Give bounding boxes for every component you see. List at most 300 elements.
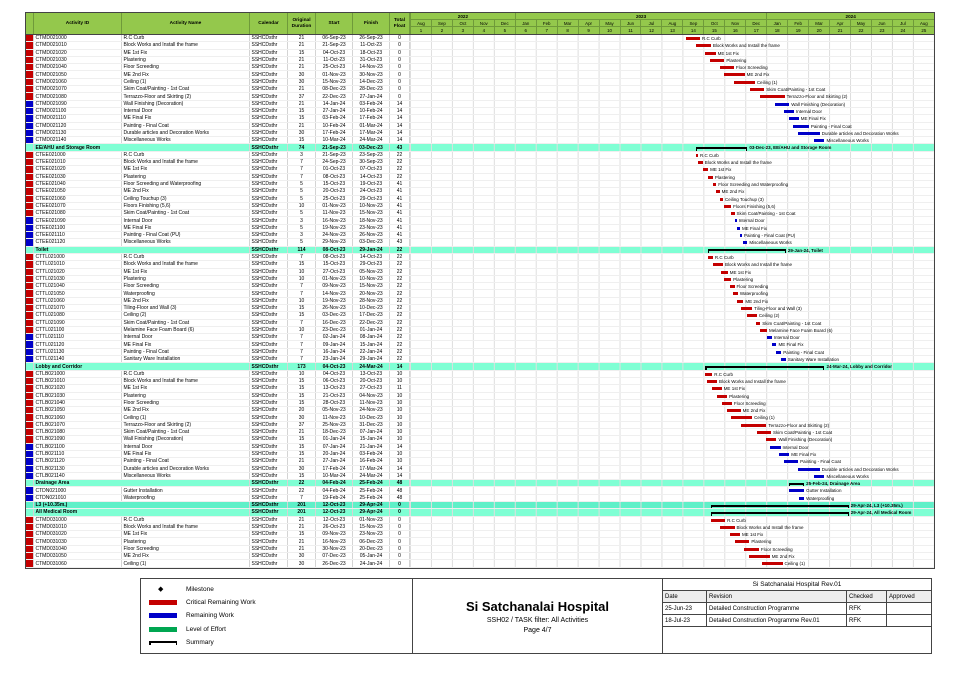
start-cell: 06-Oct-23: [316, 378, 353, 384]
bar-label: Skim Coat/Painting - 1st Coat: [762, 320, 822, 326]
duration-cell: 21: [288, 64, 316, 70]
summary-row: [26, 509, 934, 516]
activity-name-cell: Wall Finishing (Decoration): [122, 436, 250, 442]
bar-label: Floors Finishing (5,6): [733, 203, 776, 209]
group-name-cell: EE/AHU and Storage Room: [34, 144, 250, 150]
bar-label: Plastering: [714, 174, 735, 180]
total-float-cell: 10: [390, 458, 410, 464]
calendar-cell: SSHCDsthr: [250, 385, 288, 391]
finish-cell: 06-Dec-23: [353, 538, 390, 544]
total-float-cell: 41: [390, 217, 410, 223]
row-color-chip: [26, 480, 34, 486]
finish-cell: 10-Dec-23: [353, 414, 390, 420]
duration-cell: 21: [288, 546, 316, 552]
column-header-dur: Original Duration: [288, 13, 316, 34]
bar-label: R.C Curb: [702, 36, 721, 41]
gantt-cell: [410, 553, 934, 559]
activity-name-cell: Skim Coat/Painting - 1st Coat: [122, 86, 250, 92]
gantt-cell: [410, 531, 934, 537]
table-row: [26, 196, 934, 203]
activity-name-cell: Internal Door: [122, 108, 250, 114]
start-cell: 09-Nov-23: [316, 283, 353, 289]
gantt-cell: [410, 444, 934, 450]
finish-cell: 22-Jan-24: [353, 349, 390, 355]
calendar-cell: SSHCDsthr: [250, 254, 288, 260]
gantt-cell: [410, 35, 934, 41]
table-row: [26, 166, 934, 173]
gantt-cell: [410, 487, 934, 493]
total-float-cell: 48: [390, 487, 410, 493]
row-color-chip: [26, 422, 34, 428]
task-bar: [724, 278, 731, 281]
task-bar: [713, 183, 716, 186]
gantt-cell: [410, 312, 934, 318]
activity-id-cell: CTTL021100: [34, 327, 122, 333]
bar-label: Terrazzo-Floor and Skirting (2): [768, 422, 830, 428]
timescale-month-label: Apr: [578, 20, 599, 26]
table-row: [26, 101, 934, 108]
task-bar: [744, 548, 759, 551]
row-color-chip: [26, 349, 34, 355]
finish-cell: 24-Mar-24: [353, 363, 390, 369]
gantt-cell: [410, 290, 934, 296]
start-cell: 05-Nov-23: [316, 407, 353, 413]
gantt-cell: [410, 502, 934, 508]
row-color-chip: [26, 71, 34, 77]
duration-cell: 114: [288, 247, 316, 253]
duration-cell: 15: [288, 473, 316, 479]
activity-name-cell: Miscellaneous Works: [122, 239, 250, 245]
legend-label: Level of Effort: [186, 625, 226, 633]
bar-label: Plastering: [751, 539, 772, 545]
duration-cell: 37: [288, 93, 316, 99]
summary-bar: [705, 366, 824, 368]
task-bar: [707, 380, 717, 383]
row-color-chip: [26, 159, 34, 165]
calendar-cell: SSHCDsthr: [250, 298, 288, 304]
start-cell: 04-Oct-23: [316, 371, 353, 377]
bar-label: Block Works and Install the frame: [725, 262, 792, 268]
legend-summary-bar: [149, 639, 177, 645]
duration-cell: 15: [288, 312, 316, 318]
activity-name-cell: ME 2nd Fix: [122, 407, 250, 413]
row-color-chip: [26, 254, 34, 260]
calendar-cell: SSHCDsthr: [250, 400, 288, 406]
finish-cell: 24-Jan-24: [353, 560, 390, 566]
revision-empty-space: [663, 627, 931, 653]
row-color-chip: [26, 371, 34, 377]
table-row: [26, 334, 934, 341]
page-footer: [140, 578, 932, 654]
table-row: [26, 312, 934, 319]
activity-id-cell: CTMD021030: [34, 57, 122, 63]
finish-cell: 29-Apr-24: [353, 502, 390, 508]
total-float-cell: 10: [390, 378, 410, 384]
row-color-chip: [26, 79, 34, 85]
summary-bar: [708, 249, 786, 251]
row-color-chip: [26, 225, 34, 231]
duration-cell: 173: [288, 363, 316, 369]
finish-cell: 14-Dec-23: [353, 79, 390, 85]
calendar-cell: SSHCDsthr: [250, 371, 288, 377]
row-color-chip: [26, 269, 34, 275]
page-number: Page 4/7: [523, 626, 552, 634]
activity-id-cell: CTMD021020: [34, 50, 122, 56]
gantt-cell: [410, 144, 934, 150]
color-strip-header: [26, 13, 34, 34]
legend-item: [149, 612, 404, 619]
row-color-chip: [26, 137, 34, 143]
gantt-cell: [410, 232, 934, 238]
row-color-chip: [26, 305, 34, 311]
activity-id-cell: CTTL021140: [34, 356, 122, 362]
total-float-cell: 22: [390, 254, 410, 260]
summary-bar-icon: [149, 639, 179, 645]
activity-id-cell: CTMD021090: [34, 101, 122, 107]
activity-id-cell: CTLB021020: [34, 385, 122, 391]
gantt-cell: [410, 217, 934, 223]
calendar-cell: SSHCDsthr: [250, 487, 288, 493]
gantt-cell: [410, 166, 934, 172]
bar-label: Sanitary Ware Installation: [787, 357, 840, 363]
bar-label: Painting - Final Coat: [800, 459, 841, 465]
activity-name-cell: Miscellaneous Works: [122, 473, 250, 479]
total-float-cell: 22: [390, 283, 410, 289]
row-color-chip: [26, 473, 34, 479]
calendar-cell: SSHCDsthr: [250, 429, 288, 435]
task-bar: [696, 154, 698, 157]
duration-cell: 5: [288, 239, 316, 245]
column-header-id: Activity ID: [34, 13, 122, 34]
table-row: [26, 305, 934, 312]
activity-id-cell: CTLB021030: [34, 393, 122, 399]
calendar-cell: SSHCDsthr: [250, 502, 288, 508]
timescale-year-band: [410, 13, 934, 20]
level-of-effort-bar-icon: [149, 627, 179, 632]
activity-name-cell: Ceiling (2): [122, 312, 250, 318]
task-bar: [784, 110, 794, 113]
table-row: [26, 174, 934, 181]
summary-bar: [711, 512, 849, 514]
activity-name-cell: R.C Curb: [122, 517, 250, 523]
activity-name-cell: Painting - Final Coat: [122, 458, 250, 464]
activity-id-cell: CTTL021090: [34, 320, 122, 326]
total-float-cell: 14: [390, 130, 410, 136]
timescale-period-number: 8: [557, 27, 578, 34]
duration-cell: 15: [288, 378, 316, 384]
gantt-cell: [410, 414, 934, 420]
bar-label: 29-Apr-24, L3 (+10.35m.): [850, 503, 903, 508]
bar-label: Floor Screeding: [760, 546, 793, 552]
start-cell: 25-Oct-23: [316, 196, 353, 202]
bar-label: R.C Curb: [700, 152, 719, 158]
total-float-cell: 22: [390, 349, 410, 355]
finish-cell: 14-Oct-23: [353, 254, 390, 260]
row-color-chip: [26, 444, 34, 450]
calendar-cell: SSHCDsthr: [250, 232, 288, 238]
duration-cell: 21: [288, 57, 316, 63]
start-cell: 21-Sep-23: [316, 42, 353, 48]
legend-item: [149, 586, 404, 593]
duration-cell: 15: [288, 137, 316, 143]
finish-cell: 07-Jan-24: [353, 429, 390, 435]
gantt-cell: [410, 130, 934, 136]
finish-cell: 05-Nov-23: [353, 269, 390, 275]
start-cell: 12-Oct-23: [316, 502, 353, 508]
timescale-period-number: 16: [724, 27, 745, 34]
duration-cell: 21: [288, 429, 316, 435]
row-color-chip: [26, 144, 34, 150]
start-cell: 12-Oct-23: [316, 509, 353, 515]
total-float-cell: 41: [390, 225, 410, 231]
project-title: Si Satchanalai Hospital: [465, 598, 610, 614]
finish-cell: 30-Nov-23: [353, 71, 390, 77]
task-bar: [737, 227, 740, 230]
activity-id-cell: CTEE021080: [34, 210, 122, 216]
start-cell: 20-Jan-24: [316, 451, 353, 457]
duration-cell: 10: [288, 203, 316, 209]
activity-id-cell: CTTL021060: [34, 298, 122, 304]
timescale-period-number: 20: [808, 27, 829, 34]
calendar-cell: SSHCDsthr: [250, 159, 288, 165]
duration-cell: 15: [288, 531, 316, 537]
bar-label: Block Works and Install the frame: [704, 160, 772, 166]
table-row: [26, 531, 934, 538]
total-float-cell: 22: [390, 261, 410, 267]
start-cell: 19-Nov-23: [316, 225, 353, 231]
calendar-cell: SSHCDsthr: [250, 349, 288, 355]
task-bar: [757, 431, 771, 434]
table-row: [26, 553, 934, 560]
remaining-work-bar-icon: [149, 613, 179, 618]
gantt-cell: [410, 181, 934, 187]
calendar-cell: SSHCDsthr: [250, 305, 288, 311]
row-color-chip: [26, 203, 34, 209]
calendar-cell: SSHCDsthr: [250, 269, 288, 275]
bar-label: Ceiling (2): [758, 313, 780, 319]
calendar-cell: SSHCDsthr: [250, 137, 288, 143]
timescale-period-number: 12: [640, 27, 661, 34]
total-float-cell: 0: [390, 531, 410, 537]
activity-name-cell: ME Final Fix: [122, 115, 250, 121]
total-float-cell: 41: [390, 196, 410, 202]
timescale-period-number: 13: [661, 27, 682, 34]
summary-row: [26, 247, 934, 254]
duration-cell: 15: [288, 444, 316, 450]
gantt-cell: [410, 42, 934, 48]
duration-cell: 7: [288, 320, 316, 326]
group-name-cell: Drainage Area: [34, 480, 250, 486]
calendar-cell: SSHCDsthr: [250, 393, 288, 399]
legend-item: [149, 626, 404, 633]
row-color-chip: [26, 93, 34, 99]
activity-name-cell: Sanitary Ware Installation: [122, 356, 250, 362]
activity-id-cell: CTMD031000: [34, 517, 122, 523]
gantt-cell: [410, 524, 934, 530]
duration-cell: 22: [288, 480, 316, 486]
duration-cell: 15: [288, 385, 316, 391]
table-row: [26, 35, 934, 42]
calendar-cell: SSHCDsthr: [250, 108, 288, 114]
timescale-month-label: Jan: [515, 20, 536, 26]
table-row: [26, 57, 934, 64]
revision-cell: RFK: [847, 615, 887, 626]
start-cell: 01-Jan-24: [316, 436, 353, 442]
gantt-cell: [410, 480, 934, 486]
start-cell: 13-Oct-23: [316, 385, 353, 391]
activity-id-cell: CTTL021020: [34, 269, 122, 275]
calendar-cell: SSHCDsthr: [250, 71, 288, 77]
timescale-month-label: Sep: [682, 20, 703, 26]
row-color-chip: [26, 517, 34, 523]
row-color-chip: [26, 502, 34, 508]
task-bar: [784, 460, 798, 463]
timescale-month-label: Oct: [452, 20, 473, 26]
timescale-period-number: 25: [913, 27, 934, 34]
start-cell: 12-Oct-23: [316, 517, 353, 523]
calendar-cell: SSHCDsthr: [250, 239, 288, 245]
table-row: [26, 64, 934, 71]
legend-summary-line: [149, 641, 177, 643]
gantt-cell: [410, 203, 934, 209]
duration-cell: 5: [288, 210, 316, 216]
duration-cell: 30: [288, 71, 316, 77]
task-bar: [708, 176, 713, 179]
total-float-cell: 43: [390, 144, 410, 150]
activity-id-cell: CTLB021000: [34, 371, 122, 377]
activity-name-cell: ME 2nd Fix: [122, 71, 250, 77]
start-cell: 15-Oct-23: [316, 261, 353, 267]
calendar-cell: SSHCDsthr: [250, 312, 288, 318]
gantt-cell: [410, 371, 934, 377]
table-row: [26, 115, 934, 122]
row-color-chip: [26, 101, 34, 107]
row-color-chip: [26, 166, 34, 172]
task-bar: [734, 81, 755, 84]
total-float-cell: 48: [390, 480, 410, 486]
bar-label: Tiling-Floor and Wall (3): [754, 305, 802, 311]
timescale-period-number: 6: [515, 27, 536, 34]
table-row: [26, 546, 934, 553]
table-row: [26, 283, 934, 290]
row-color-chip: [26, 174, 34, 180]
start-cell: 10-Mar-24: [316, 137, 353, 143]
task-bar: [770, 446, 780, 449]
finish-cell: 14-Nov-23: [353, 64, 390, 70]
total-float-cell: 14: [390, 115, 410, 121]
total-float-cell: 0: [390, 50, 410, 56]
task-bar: [716, 190, 719, 193]
activity-id-cell: CTTL021130: [34, 349, 122, 355]
timescale-month-label: May: [850, 20, 871, 26]
activity-name-cell: Waterproofing: [122, 495, 250, 501]
table-row: [26, 524, 934, 531]
total-float-cell: 10: [390, 371, 410, 377]
table-row: [26, 152, 934, 159]
gantt-cell: [410, 298, 934, 304]
start-cell: 21-Sep-23: [316, 144, 353, 150]
activity-id-cell: CTTL021110: [34, 334, 122, 340]
activity-name-cell: R.C Curb: [122, 35, 250, 41]
activity-name-cell: R.C Curb: [122, 371, 250, 377]
total-float-cell: 22: [390, 247, 410, 253]
bar-label: 29-Apr-24, All Medical Room: [850, 510, 912, 516]
bar-label: Durable articles and Decoration Works: [821, 130, 899, 136]
activity-id-cell: CTTL021030: [34, 276, 122, 282]
revision-col-checked: Checked: [847, 591, 887, 602]
row-color-chip: [26, 393, 34, 399]
calendar-cell: SSHCDsthr: [250, 166, 288, 172]
total-float-cell: 14: [390, 363, 410, 369]
start-cell: 01-Nov-23: [316, 203, 353, 209]
activity-name-cell: Painting - Final Coat: [122, 349, 250, 355]
row-color-chip: [26, 50, 34, 56]
activity-id-cell: CTEE021030: [34, 174, 122, 180]
total-float-cell: 10: [390, 407, 410, 413]
finish-cell: 23-Nov-23: [353, 531, 390, 537]
gantt-cell: [410, 108, 934, 114]
task-bar: [720, 198, 723, 201]
start-cell: 18-Dec-23: [316, 429, 353, 435]
calendar-cell: SSHCDsthr: [250, 546, 288, 552]
calendar-cell: SSHCDsthr: [250, 422, 288, 428]
total-float-cell: 10: [390, 429, 410, 435]
activity-id-cell: CTEE021040: [34, 181, 122, 187]
row-color-chip: [26, 466, 34, 472]
task-bar: [722, 402, 732, 405]
table-row: [26, 444, 934, 451]
calendar-cell: SSHCDsthr: [250, 414, 288, 420]
calendar-cell: SSHCDsthr: [250, 79, 288, 85]
duration-cell: 7: [288, 283, 316, 289]
timescale-number-band: [410, 27, 934, 34]
row-color-chip: [26, 327, 34, 333]
bar-label: Wall Finishing (Decoration): [791, 101, 846, 107]
milestone-glyph: ◆: [158, 586, 164, 594]
start-cell: 09-Jan-24: [316, 341, 353, 347]
gantt-cell: [410, 71, 934, 77]
calendar-cell: SSHCDsthr: [250, 217, 288, 223]
timescale-month-label: Dec: [745, 20, 766, 26]
task-bar: [730, 533, 740, 536]
finish-cell: 25-Feb-24: [353, 495, 390, 501]
gantt-cell: [410, 473, 934, 479]
calendar-cell: SSHCDsthr: [250, 144, 288, 150]
duration-cell: 21: [288, 86, 316, 92]
activity-name-cell: ME Final Fix: [122, 341, 250, 347]
total-float-cell: 0: [390, 79, 410, 85]
table-row: [26, 225, 934, 232]
timescale-month-label: Aug: [913, 20, 934, 26]
total-float-cell: 48: [390, 495, 410, 501]
finish-cell: 20-Oct-23: [353, 378, 390, 384]
row-color-chip: [26, 560, 34, 566]
gantt-cell: [410, 115, 934, 121]
legend-item: [149, 639, 404, 646]
task-bar: [733, 292, 738, 295]
total-float-cell: 0: [390, 71, 410, 77]
timescale-month-label: Dec: [494, 20, 515, 26]
revision-header-row: [663, 591, 931, 603]
start-cell: 08-Oct-23: [316, 247, 353, 253]
gantt-cell: [410, 239, 934, 245]
start-cell: 03-Feb-24: [316, 115, 353, 121]
table-row: [26, 71, 934, 78]
calendar-cell: SSHCDsthr: [250, 86, 288, 92]
finish-cell: 04-Nov-23: [353, 393, 390, 399]
duration-cell: 201: [288, 502, 316, 508]
finish-cell: 24-Mar-24: [353, 137, 390, 143]
